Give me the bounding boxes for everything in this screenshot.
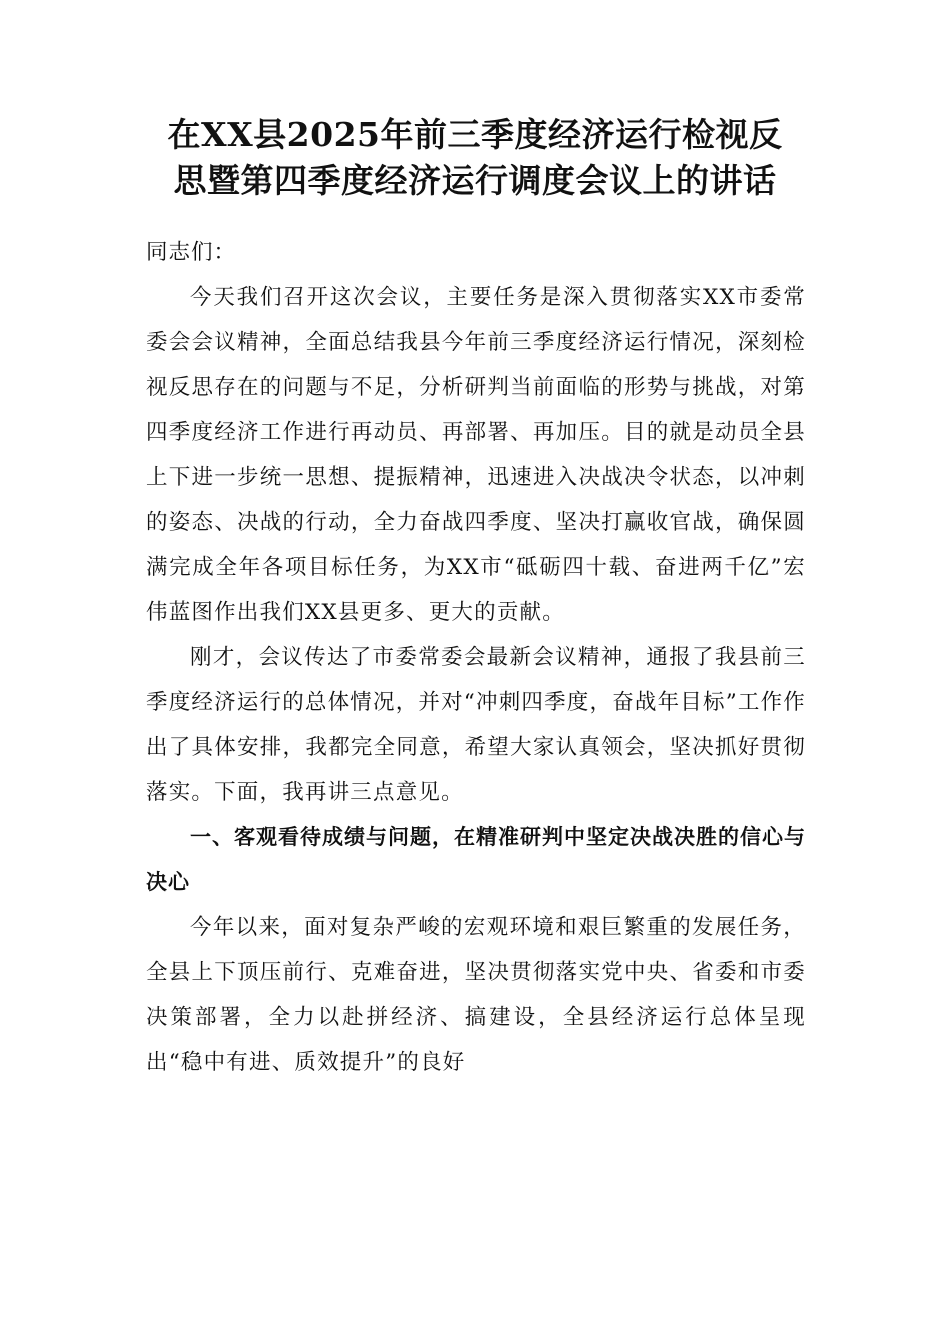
document-body — [146, 230, 806, 1085]
paragraph-1: 今天我们召开这次会议，主要任务是深入贯彻落实XX市委常委会会议精神，全面总结我县今年前三季度经济运行情况，深刻检视反思存在的问题与不足，分析研判当前面临的形势与挑战，对第四季度经济工作进行再动员、再部署、再加压。目的就是动员全县上下进一步统一思想、提振精神，迅速进入决战决令状态，以冲刺的姿态、决战的行动，全力奋战四季度、坚决打赢收官战，确保圆满完成全年各项目标任务，为XX市“砥砺四十载、奋进两千亿”宏伟蓝图作出我们XX县更多、更大的贡献。 — [146, 285, 806, 625]
title-line-2: 思暨第四季度经济运行调度会议上的讲话 — [173, 161, 777, 200]
paragraph-3: 今年以来，面对复杂严峻的宏观环境和艰巨繁重的发展任务，全县上下顶压前行、克难奋进，坚决贯彻落实党中央、省委和市委决策部署，全力以赴拼经济、搞建设，全县经济运行总体呈现出“稳中有进、质效提升”的良好 — [146, 915, 806, 1075]
paragraph-2: 刚才，会议传达了市委常委会最新会议精神，通报了我县前三季度经济运行的总体情况，并对“冲刺四季度，奋战年目标”工作作出了具体安排，我都完全同意，希望大家认真领会，坚决抓好贯彻落实。下面，我再讲三点意见。 — [146, 645, 806, 805]
salutation: 同志们： — [146, 240, 237, 265]
section-heading-1: 一、客观看待成绩与问题，在精准研判中坚定决战决胜的信心与决心 — [146, 825, 806, 894]
title-line-1: 在XX县2025年前三季度经济运行检视反 — [167, 115, 783, 154]
document-title — [140, 112, 810, 204]
